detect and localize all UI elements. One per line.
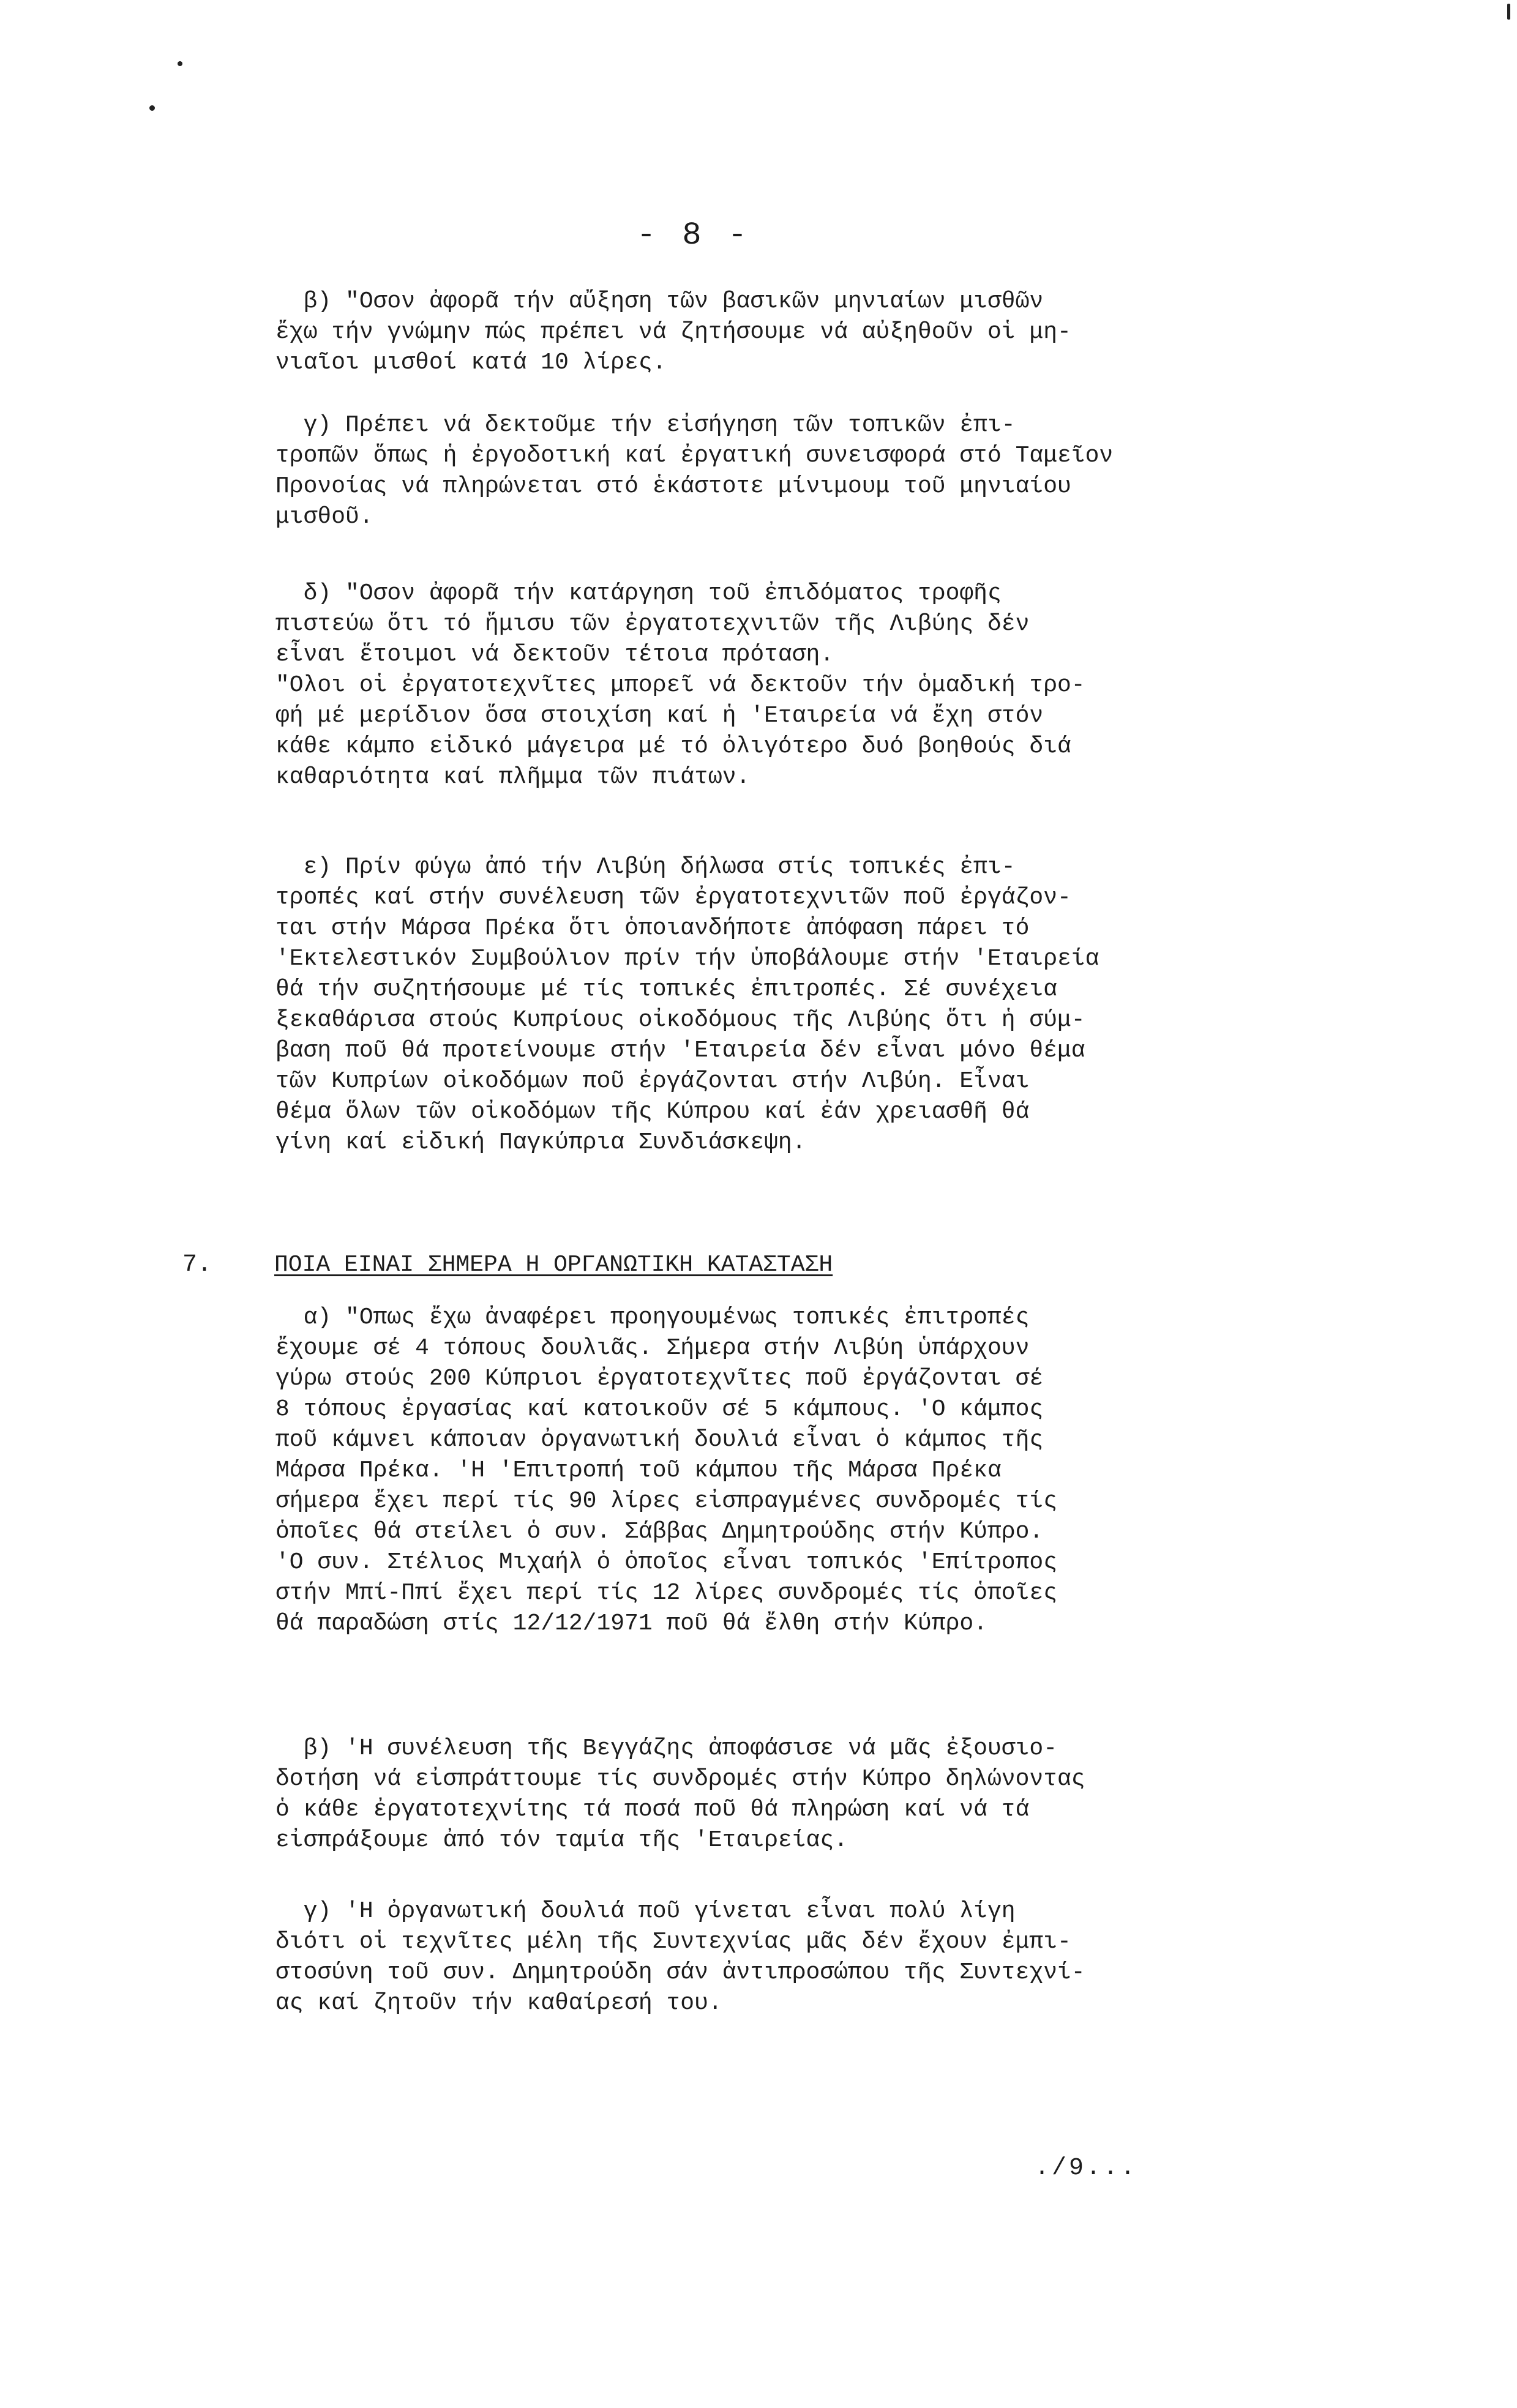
text-line: μισθοῦ.	[275, 504, 373, 530]
text-line: 'Ο συν. Στέλιος Μιχαήλ ὁ ὁποῖος εἶναι τοπικός 'Επίτροπος	[275, 1549, 1058, 1576]
text-line: ας καί ζητοῦν τήν καθαίρεσή του.	[275, 1990, 722, 2016]
text-line: φή μέ μερίδιον ὅσα στοιχίση καί ἡ 'Εταιρεία νά ἔχη στόν	[275, 703, 1044, 729]
text-line: γίνη καί εἰδική Παγκύπρια Συνδιάσκεψη.	[275, 1129, 806, 1156]
section-heading: ΠΟΙΑ ΕΙΝΑΙ ΣΗΜΕΡΑ Η ΟΡΓΑΝΩΤΙΚΗ ΚΑΤΑΣΤΑΣΗ	[274, 1252, 833, 1278]
section-paragraph-a	[275, 1303, 1377, 1639]
paragraph-c	[275, 410, 1377, 533]
text-line: κάθε κάμπο εἰδικό μάγειρα μέ τό ὀλιγότερο δυό βοηθούς διά	[275, 733, 1071, 760]
section-paragraph-c	[275, 1896, 1377, 2019]
text-line: στήν Μπί-Ππί ἔχει περί τίς 12 λίρες συνδρομές τίς ὁποῖες	[275, 1580, 1058, 1606]
text-line: Προνοίας νά πληρώνεται στό ἑκάστοτε μίνιμουμ τοῦ μηνιαίου	[275, 473, 1071, 499]
text-line: Μάρσα Πρέκα. 'Η 'Επιτροπή τοῦ κάμπου τῆς Μάρσα Πρέκα	[275, 1457, 1002, 1484]
text-line: διότι οἱ τεχνῖτες μέλη τῆς Συντεχνίας μᾶς δέν ἔχουν ἐμπι-	[275, 1929, 1071, 1955]
text-line: ἔχω τήν γνώμην πώς πρέπει νά ζητήσουμε νά αὐξηθοῦν οἱ μη-	[275, 319, 1071, 345]
text-line: γ) Πρέπει νά δεκτοῦμε τήν εἰσήγηση τῶν τοπικῶν ἐπι-	[275, 412, 1016, 438]
scan-speck	[1507, 4, 1510, 20]
text-line: γύρω στούς 200 Κύπριοι ἐργατοτεχνῖτες ποῦ ἐργάζονται σέ	[275, 1366, 1044, 1392]
scan-speck	[149, 105, 155, 111]
text-line: σήμερα ἔχει περί τίς 90 λίρες εἰσπραγμένες συνδρομές τίς	[275, 1488, 1058, 1514]
text-line: α) "Οπως ἔχω ἀναφέρει προηγουμένως τοπικές ἐπιτροπές	[275, 1304, 1030, 1331]
text-line: ξεκαθάρισα στούς Κυπρίους οἰκοδόμους τῆς Λιβύης ὅτι ἡ σύμ-	[275, 1007, 1085, 1033]
text-line: τροπές καί στήν συνέλευση τῶν ἐργατοτεχνιτῶν ποῦ ἐργάζον-	[275, 884, 1071, 911]
section-paragraph-b	[275, 1733, 1377, 1856]
text-line: β) "Οσον ἀφορᾶ τήν αὔξηση τῶν βασικῶν μηνιαίων μισθῶν	[275, 288, 1044, 315]
text-line: ποῦ κάμνει κάποιαν ὀργανωτική δουλιά εἶναι ὁ κάμπος τῆς	[275, 1427, 1044, 1453]
text-line: εἶναι ἕτοιμοι νά δεκτοῦν τέτοια πρόταση.	[275, 641, 834, 668]
continuation-marker: ./9...	[1035, 2155, 1138, 2182]
text-line: "Ολοι οἱ ἐργατοτεχνῖτες μπορεῖ νά δεκτοῦν τήν ὁμαδική τρο-	[275, 672, 1085, 698]
page-number: - 8 -	[637, 217, 751, 253]
section-number: 7.	[182, 1251, 212, 1279]
text-line: ε) Πρίν φύγω ἀπό τήν Λιβύη δήλωσα στίς τοπικές ἐπι-	[275, 854, 1016, 880]
text-line: θέμα ὅλων τῶν οἰκοδόμων τῆς Κύπρου καί ἐάν χρειασθῆ θά	[275, 1099, 1030, 1125]
text-line: γ) 'Η ὀργανωτική δουλιά ποῦ γίνεται εἶναι πολύ λίγη	[275, 1898, 1016, 1924]
text-line: 8 τόπους ἐργασίας καί κατοικοῦν σέ 5 κάμπους. 'Ο κάμπος	[275, 1396, 1044, 1423]
paragraph-d	[275, 578, 1377, 793]
text-line: βαση ποῦ θά προτείνουμε στήν 'Εταιρεία δέν εἶναι μόνο θέμα	[275, 1038, 1085, 1064]
text-line: ἔχουμε σέ 4 τόπους δουλιᾶς. Σήμερα στήν Λιβύη ὑπάρχουν	[275, 1335, 1030, 1361]
text-line: θά παραδώση στίς 12/12/1971 ποῦ θά ἔλθη στήν Κύπρο.	[275, 1610, 987, 1637]
text-line: β) 'Η συνέλευση τῆς Βεγγάζης ἀποφάσισε νά μᾶς ἐξουσιο-	[275, 1735, 1058, 1762]
text-line: ὁ κάθε ἐργατοτεχνίτης τά ποσά ποῦ θά πληρώση καί νά τά	[275, 1797, 1030, 1823]
text-line: θά τήν συζητήσουμε μέ τίς τοπικές ἐπιτροπές. Σέ συνέχεια	[275, 976, 1058, 1003]
text-line: τῶν Κυπρίων οἰκοδόμων ποῦ ἐργάζονται στήν Λιβύη. Εἶναι	[275, 1068, 1030, 1094]
text-line: πιστεύω ὅτι τό ἥμισυ τῶν ἐργατοτεχνιτῶν τῆς Λιβύης δέν	[275, 611, 1030, 637]
text-line: εἰσπράξουμε ἀπό τόν ταμία τῆς 'Εταιρείας.	[275, 1827, 848, 1853]
text-line: δ) "Οσον ἀφορᾶ τήν κατάργηση τοῦ ἐπιδόματος τροφῆς	[275, 580, 1002, 607]
text-line: ὁποῖες θά στείλει ὁ συν. Σάββας Δημητρούδης στήν Κύπρο.	[275, 1519, 1044, 1545]
text-line: τροπῶν ὅπως ἡ ἐργοδοτική καί ἐργατική συνεισφορά στό Ταμεῖον	[275, 443, 1114, 469]
paragraph-e	[275, 852, 1377, 1158]
text-line: νιαῖοι μισθοί κατά 10 λίρες.	[275, 350, 667, 376]
paragraph-b	[275, 286, 1377, 378]
scan-speck	[178, 61, 182, 66]
text-line: καθαριότητα καί πλῆμμα τῶν πιάτων.	[275, 764, 751, 790]
text-line: 'Εκτελεστικόν Συμβούλιον πρίν τήν ὑποβάλουμε στήν 'Εταιρεία	[275, 946, 1099, 972]
text-line: στοσύνη τοῦ συν. Δημητρούδη σάν ἀντιπροσώπου τῆς Συντεχνί-	[275, 1959, 1085, 1986]
text-line: ται στήν Μάρσα Πρέκα ὅτι ὁποιανδήποτε ἀπόφαση πάρει τό	[275, 915, 1030, 941]
text-line: δοτήση νά εἰσπράττουμε τίς συνδρομές στήν Κύπρο δηλώνοντας	[275, 1766, 1085, 1792]
